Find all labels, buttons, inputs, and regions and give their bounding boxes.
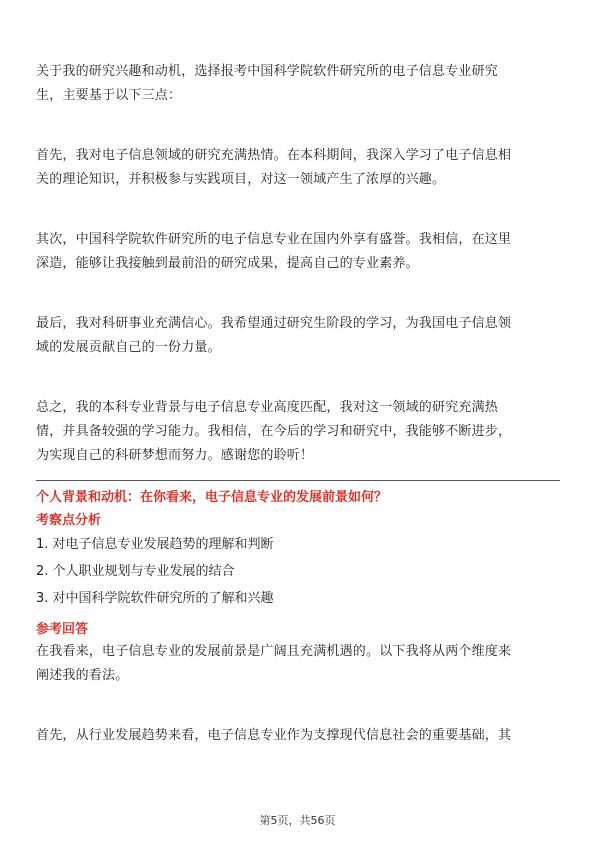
paragraph-line: 域的发展贡献自己的一份力量。 [36,340,221,355]
answer-heading: 参考回答 [36,622,89,637]
question-title: 个人背景和动机：在你看来，电子信息专业的发展前景如何？ [36,490,388,505]
point-paragraph-third [36,312,560,360]
paragraph-line: 在我看来，电子信息专业的发展前景是广阔且充满机遇的。以下我将从两个维度来 [36,644,512,659]
paragraph-line: 关的理论知识，并积极参与实践项目，对这一领域产生了浓厚的兴趣。 [36,172,446,187]
intro-line: 关于我的研究兴趣和动机，选择报考中国科学院软件研究所的电子信息专业研究 [36,64,499,79]
analysis-heading: 考察点分析 [36,513,102,528]
intro-paragraph [36,60,560,108]
paragraph-line: 情，并具备较强的学习能力。我相信，在今后的学习和研究中，我能够不断进步， [36,424,512,439]
paragraph-line: 其次，中国科学院软件研究所的电子信息专业在国内外享有盛誉。我相信，在这里 [36,232,512,247]
conclusion-paragraph [36,396,560,468]
point-paragraph-second [36,228,560,276]
paragraph-line: 总之，我的本科专业背景与电子信息专业高度匹配，我对这一领域的研究充满热 [36,400,499,415]
page-content [36,60,560,748]
paragraph-line: 最后，我对科研事业充满信心。我希望通过研究生阶段的学习，为我国电子信息领 [36,316,512,331]
answer-first-paragraph [36,724,560,748]
paragraph-line: 为实现自己的科研梦想而努力。感谢您的聆听！ [36,448,314,463]
paragraph-line: 首先，从行业发展趋势来看，电子信息专业作为支撑现代信息社会的重要基础，其 [36,728,512,743]
paragraph-line: 首先，我对电子信息领域的研究充满热情。在本科期间，我深入学习了电子信息相 [36,148,512,163]
analysis-item: 2. 个人职业规划与专业发展的结合 [36,564,235,579]
paragraph-line: 阐述我的看法。 [36,668,129,683]
point-paragraph-first [36,144,560,192]
analysis-item: 1. 对电子信息专业发展趋势的理解和判断 [36,537,274,552]
paragraph-line: 深造，能够让我接触到最前沿的研究成果，提高自己的专业素养。 [36,256,419,271]
analysis-list [36,531,560,612]
page-number: 第5页，共56页 [259,814,336,827]
answer-intro-paragraph [36,640,560,688]
analysis-item: 3. 对中国科学院软件研究所的了解和兴趣 [36,591,274,606]
section-divider [36,480,560,481]
intro-line: 生，主要基于以下三点： [36,88,182,103]
